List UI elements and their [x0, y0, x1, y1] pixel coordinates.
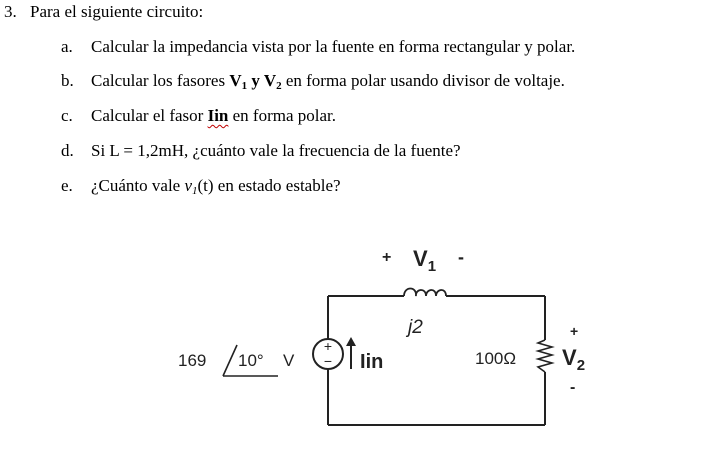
source-magnitude: 169	[178, 351, 207, 370]
item-c-letter: c.	[61, 106, 73, 125]
current-arrow-icon	[346, 337, 356, 369]
source-unit: V	[283, 351, 295, 370]
item-e-post: (t) en estado estable?	[197, 176, 341, 195]
item-e-letter: e.	[61, 176, 73, 195]
item-e-v1: $v_1$	[184, 176, 198, 197]
v1-label: $V_1$	[413, 246, 437, 275]
item-b-v1: $V_1$	[229, 71, 248, 92]
item-e-pre: ¿Cuánto vale	[91, 176, 185, 195]
item-d-letter: d.	[61, 141, 74, 160]
v2-minus-sign: -	[570, 379, 576, 396]
v1-plus-sign: +	[382, 249, 392, 266]
item-c-pre: Calcular el fasor	[91, 106, 208, 125]
item-d-text: Si L = 1,2mH, ¿cuánto vale la frecuencia de la fuente?	[91, 141, 461, 160]
item-b-y: y	[247, 71, 264, 90]
question-number: 3.	[4, 2, 17, 21]
v2-label: $V_2$	[562, 345, 586, 374]
item-a-text: Calcular la impedancia vista por la fuente en forma rectangular y polar.	[91, 37, 576, 56]
voltage-source-symbol	[313, 338, 343, 369]
item-b-v2: $V_2$	[263, 71, 282, 92]
source-angle: 10°	[238, 351, 264, 370]
item-a-letter: a.	[61, 37, 73, 56]
item-b-post: en forma polar usando divisor de voltaje.	[281, 71, 565, 90]
resistor-label: 100Ω	[475, 349, 517, 368]
item-c-post: en forma polar.	[228, 106, 337, 125]
v2-plus-sign: +	[570, 323, 579, 339]
item-c-iin: Iin	[207, 106, 229, 125]
inductor-symbol	[404, 289, 446, 297]
inductor-impedance: j2	[408, 317, 423, 338]
v1-minus-sign: -	[458, 247, 464, 267]
question-title: Para el siguiente circuito:	[30, 2, 204, 21]
item-b-pre: Calcular los fasores	[91, 71, 230, 90]
svg-text:+: +	[323, 338, 333, 354]
svg-text:−: −	[323, 353, 333, 369]
resistor-symbol	[538, 340, 552, 372]
current-label: Iin	[360, 351, 384, 373]
item-b-letter: b.	[61, 71, 74, 90]
